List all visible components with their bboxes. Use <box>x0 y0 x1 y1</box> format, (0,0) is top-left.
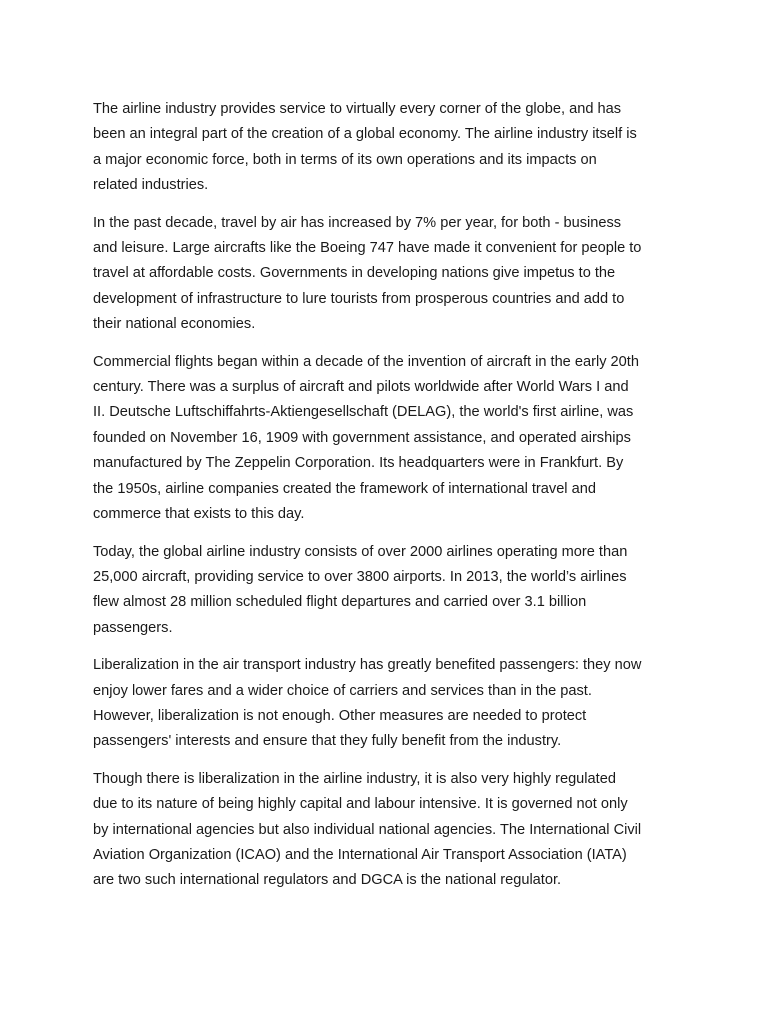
paragraph-3 <box>93 350 693 528</box>
text-line: manufactured by The Zeppelin Corporation. Its headquarters were in Frankfurt. By <box>93 455 624 472</box>
text-line: flew almost 28 million scheduled flight departures and carried over 3.1 billion <box>93 594 587 611</box>
text-line: are two such international regulators and DGCA is the national regulator. <box>93 872 562 889</box>
text-line: founded on November 16, 1909 with government assistance, and operated airships <box>93 429 631 446</box>
text-line: the 1950s, airline companies created the framework of international travel and <box>93 480 596 497</box>
text-line: However, liberalization is not enough. Other measures are needed to protect <box>93 707 587 724</box>
text-line: by international agencies but also individual national agencies. The International Civil <box>93 821 642 838</box>
text-line: Commercial flights began within a decade of the invention of aircraft in the early 20th <box>93 353 639 370</box>
text-line: Though there is liberalization in the airline industry, it is also very highly regulated <box>93 770 616 787</box>
text-line: and leisure. Large aircrafts like the Boeing 747 have made it convenient for people to <box>93 240 642 257</box>
text-line: In the past decade, travel by air has increased by 7% per year, for both - business <box>93 214 622 231</box>
text-line: commerce that exists to this day. <box>93 506 305 523</box>
text-line: a major economic force, both in terms of its own operations and its impacts on <box>93 151 597 168</box>
text-line: enjoy lower fares and a wider choice of carriers and services than in the past. <box>93 682 592 699</box>
text-line: 25,000 aircraft, providing service to over 3800 airports. In 2013, the world’s airlines <box>93 568 627 585</box>
text-line: Liberalization in the air transport industry has greatly benefited passengers: they now <box>93 657 642 674</box>
text-line: II. Deutsche Luftschiffahrts-Aktiengesellschaft (DELAG), the world's first airline, was <box>93 404 634 421</box>
text-line: century. There was a surplus of aircraft and pilots worldwide after World Wars I and <box>93 379 629 396</box>
text-line: travel at affordable costs. Governments in developing nations give impetus to the <box>93 265 616 282</box>
paragraph-1 <box>93 97 693 199</box>
text-line: Today, the global airline industry consists of over 2000 airlines operating more than <box>93 543 628 560</box>
text-line: related industries. <box>93 177 209 194</box>
paragraph-4 <box>93 540 693 642</box>
text-line: been an integral part of the creation of a global economy. The airline industry itself is <box>93 126 637 143</box>
text-line: passengers. <box>93 619 173 636</box>
paragraph-5 <box>93 653 693 755</box>
text-line: passengers' interests and ensure that they fully benefit from the industry. <box>93 733 562 750</box>
text-line: due to its nature of being highly capital and labour intensive. It is governed not only <box>93 796 628 813</box>
paragraph-6 <box>93 767 693 894</box>
document-body <box>93 97 693 906</box>
text-line: their national economies. <box>93 316 256 333</box>
text-line: Aviation Organization (ICAO) and the International Air Transport Association (IATA) <box>93 846 627 863</box>
text-line: development of infrastructure to lure tourists from prosperous countries and add to <box>93 290 625 307</box>
text-line: The airline industry provides service to virtually every corner of the globe, and has <box>93 101 622 117</box>
paragraph-2 <box>93 211 693 338</box>
